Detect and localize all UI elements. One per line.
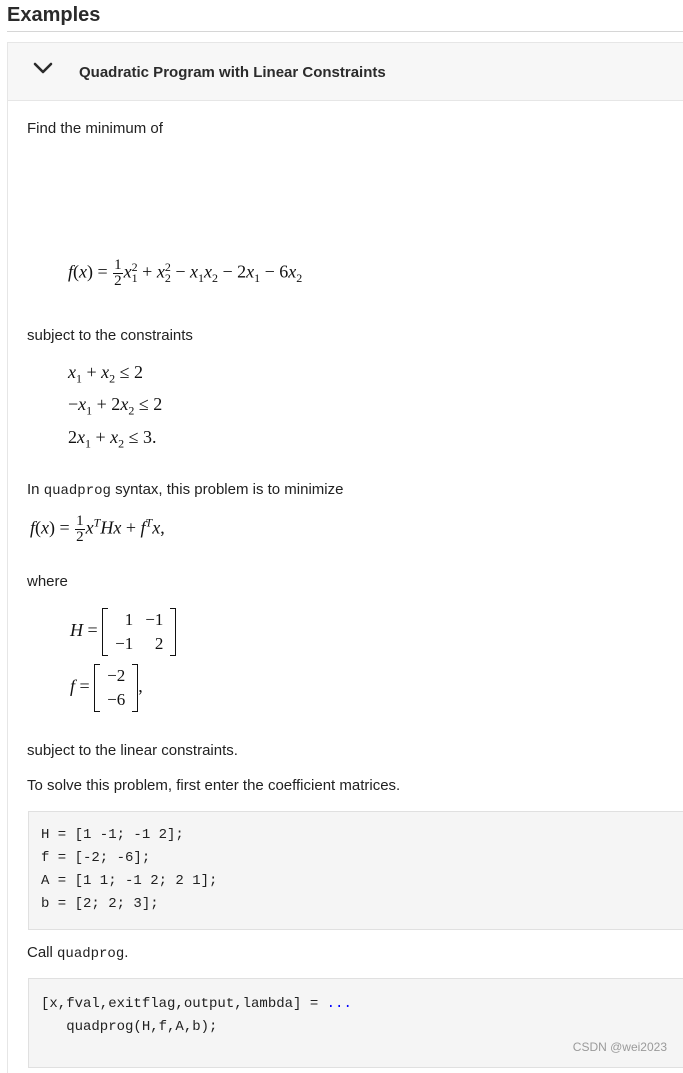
code-block-call[interactable] <box>28 978 683 1068</box>
code-line: quadprog(H,f,A,b); <box>41 1019 218 1035</box>
example-title: Quadratic Program with Linear Constraints <box>79 64 386 81</box>
find-min-text: Find the minimum of <box>27 120 163 137</box>
code-line: A = [1 1; -1 2; 2 1]; <box>41 873 218 889</box>
chevron-down-icon[interactable] <box>33 61 53 75</box>
quadprog-inline-code: quadprog <box>43 483 111 499</box>
section-heading: Examples <box>7 4 101 26</box>
quadprog-inline-code: quadprog <box>57 946 125 962</box>
watermark: CSDN @wei2023 <box>572 1040 667 1054</box>
call-text: Call quadprog. <box>27 944 129 962</box>
subject-linear-text: subject to the linear constraints. <box>27 742 238 759</box>
where-text: where <box>27 573 68 590</box>
general-form-equation: f(x) = $\frac{1}{2}$ $x^THx + f^Tx$, <box>30 513 165 545</box>
objective-equation: f(x) = $\frac{1}{2}$ $x_1^2 + x_2^2 - x_1x_2 - 2x_1 - 6x_2$ <box>68 257 303 289</box>
code-line: H = [1 -1; -1 2]; <box>41 827 184 843</box>
h-matrix: H = 1 −1 −1 2 <box>70 608 176 656</box>
code-line: [x,fval,exitflag,output,lambda] = ... <box>41 996 352 1012</box>
subject-to-text: subject to the constraints <box>27 327 193 344</box>
code-block-matrices[interactable] <box>28 811 683 930</box>
example-header-toggle[interactable] <box>8 43 683 101</box>
f-vector: f = −2 −6 , <box>70 664 143 712</box>
code-line: b = [2; 2; 3]; <box>41 896 159 912</box>
heading-divider <box>7 31 683 32</box>
syntax-text: In quadprog syntax, this problem is to minimize <box>27 481 344 499</box>
to-solve-text: To solve this problem, first enter the coefficient matrices. <box>27 777 401 794</box>
code-line: f = [-2; -6]; <box>41 850 151 866</box>
constraint-2: $-x_1 + 2x_2 \le 2$ <box>68 394 163 418</box>
constraint-3: $2x_1 + x_2 \le 3$. <box>68 427 157 451</box>
constraint-1: $x_1 + x_2 \le 2$ <box>68 362 144 386</box>
